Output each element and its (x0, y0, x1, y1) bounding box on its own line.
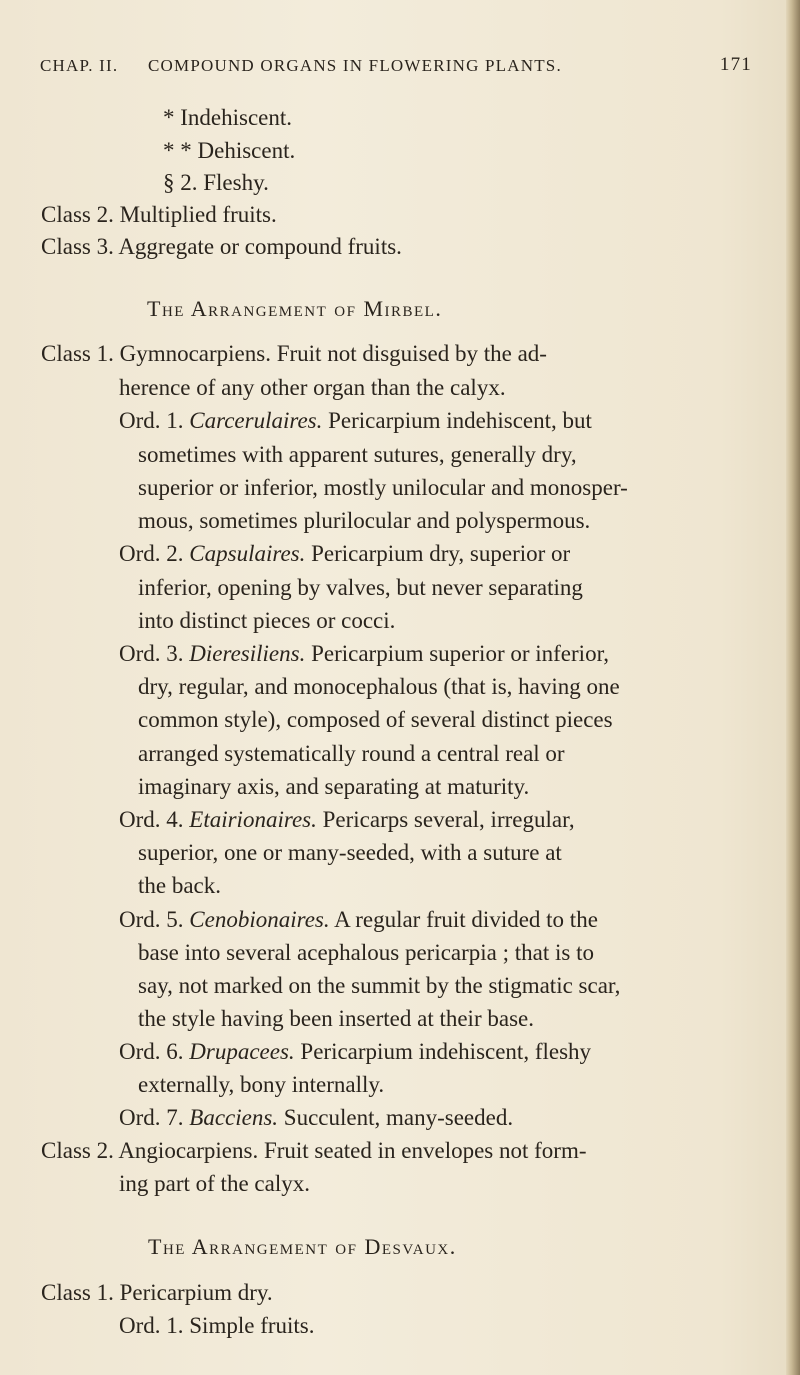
ord5-line4: the style having been inserted at their base. (138, 1006, 534, 1031)
ord3-text: Pericarpium superior or inferior, (311, 641, 610, 666)
mirbel-class1-line1: Class 1. Gymnocarpiens. Fruit not disguised by the ad- (41, 341, 547, 366)
ord2-line2: inferior, opening by valves, but never separating (138, 575, 583, 600)
class3-aggregate-line: Class 3. Aggregate or compound fruits. (41, 234, 402, 259)
ord2-label: Ord. 2. (119, 541, 184, 566)
mirbel-class2-line1: Class 2. Angiocarpiens. Fruit seated in envelopes not form- (41, 1138, 587, 1163)
dehiscent-line: * * Dehiscent. (163, 138, 296, 163)
ord1-label: Ord. 1. (119, 408, 184, 433)
ord3-label: Ord. 3. (119, 641, 184, 666)
ord4-name: Etairionaires. (189, 807, 317, 832)
ord1-line4: mous, sometimes plurilocular and polyspermous. (138, 508, 591, 533)
desvaux-class1-line: Class 1. Pericarpium dry. (41, 1280, 273, 1305)
ord3-name: Dieresiliens. (189, 641, 306, 666)
ord5-first-line (119, 906, 598, 934)
mirbel-class2-line2: ing part of the calyx. (119, 1171, 310, 1196)
indehiscent-line: * Indehiscent. (163, 105, 293, 130)
ord5-line3: say, not marked on the summit by the stigmatic scar, (138, 973, 621, 998)
ord4-label: Ord. 4. (119, 807, 184, 832)
mirbel-heading: The Arrangement of Mirbel. (147, 296, 443, 321)
ord6-label: Ord. 6. (119, 1039, 184, 1064)
ord2-first-line (119, 540, 570, 568)
ord1-name: Carcerulaires. (189, 408, 323, 433)
ord4-line2: superior, one or many-seeded, with a suture at (138, 840, 562, 865)
page-edge-shadow (786, 0, 800, 1375)
mirbel-class1-line2: herence of any other organ than the calyx. (119, 375, 506, 400)
running-header (40, 56, 752, 80)
ord6-text: Pericarpium indehiscent, fleshy (300, 1039, 592, 1064)
page-number: 171 (719, 54, 752, 75)
ord1-first-line (119, 407, 592, 435)
ord6-line2: externally, bony internally. (138, 1072, 385, 1097)
class2-multiplied-line: Class 2. Multiplied fruits. (41, 202, 277, 227)
ord3-line4: arranged systematically round a central real or (138, 741, 565, 766)
ord2-text: Pericarpium dry, superior or (311, 541, 571, 566)
desvaux-heading: The Arrangement of Desvaux. (148, 1234, 457, 1259)
ord5-label: Ord. 5. (119, 907, 184, 932)
ord7-text: Succulent, many-seeded. (283, 1105, 514, 1130)
ord5-name: Cenobionaires. (189, 907, 330, 932)
ord3-line3: common style), composed of several distinct pieces (138, 707, 613, 732)
ord3-line5: imaginary axis, and separating at maturity. (138, 774, 530, 799)
ord6-name: Drupacees. (189, 1039, 295, 1064)
ord4-first-line (119, 806, 575, 834)
ord3-line2: dry, regular, and monocephalous (that is, having one (138, 674, 620, 699)
ord2-name: Capsulaires. (189, 541, 306, 566)
ord1-text: Pericarpium indehiscent, but (328, 408, 592, 433)
ord3-first-line (119, 640, 609, 668)
desvaux-ord1-line: Ord. 1. Simple fruits. (119, 1313, 315, 1338)
ord2-line3: into distinct pieces or cocci. (138, 608, 396, 633)
ord7-label: Ord. 7. (119, 1105, 184, 1130)
ord1-line2: sometimes with apparent sutures, generally dry, (138, 442, 577, 467)
ord7-name: Bacciens. (189, 1105, 279, 1130)
ord5-line2: base into several acephalous pericarpia ; that is to (138, 940, 594, 965)
chapter-label: CHAP. II. (40, 56, 119, 75)
ord5-text: A regular fruit divided to the (334, 907, 598, 932)
ord1-line3: superior or inferior, mostly unilocular and monosper- (138, 475, 628, 500)
running-title: COMPOUND ORGANS IN FLOWERING PLANTS. (148, 56, 562, 75)
ord6-first-line (119, 1038, 591, 1066)
ord4-line3: the back. (138, 873, 222, 898)
ord4-text: Pericarps several, irregular, (322, 807, 575, 832)
ord7-first-line (119, 1104, 513, 1132)
fleshy-line: § 2. Fleshy. (163, 170, 269, 195)
